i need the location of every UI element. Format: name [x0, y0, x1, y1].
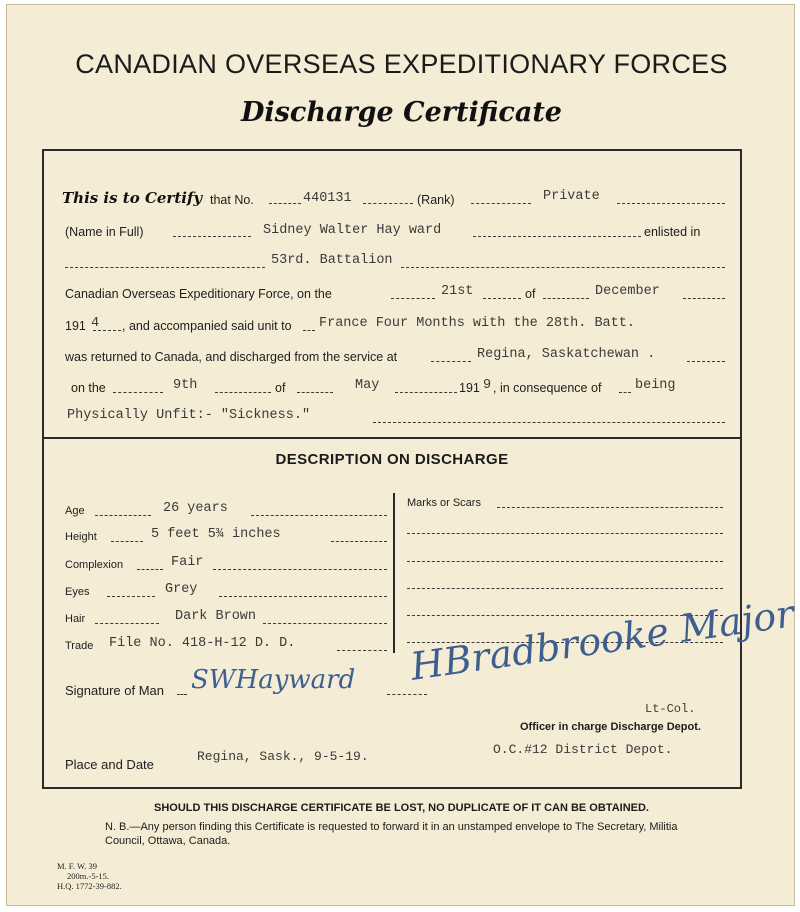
height-value: 5 feet 5¾ inches [151, 527, 281, 542]
trade-value: File No. 418-H-12 D. D. [109, 636, 296, 651]
fill-line [93, 330, 121, 331]
enlistment-month: December [595, 284, 660, 299]
man-signature-label: Signature of Man [65, 683, 165, 698]
fill-line [113, 392, 163, 393]
rank-value: Private [543, 189, 600, 204]
form-hq-ref: H.Q. 1772-39-882. [57, 881, 122, 891]
rank-label: (Rank) [417, 193, 455, 207]
fill-line [65, 267, 265, 268]
fill-line [619, 392, 631, 393]
force-label: Canadian Overseas Expeditionary Force, on the [65, 287, 332, 301]
discharge-place: Regina, Saskatchewan . [477, 347, 656, 362]
name-label: (Name in Full) [65, 225, 144, 239]
fill-line [107, 596, 155, 597]
fill-line [337, 650, 387, 651]
complexion-value: Fair [171, 555, 204, 570]
fill-line [111, 541, 143, 542]
officer-title: Officer in charge Discharge Depot. [520, 721, 701, 733]
fill-line [331, 541, 387, 542]
fill-line [473, 236, 641, 237]
finder-note: N. B.—Any person finding this Certificate is requested to forward it in an unstamped envelope to The Secretary, Militia Council, Ottawa, Canada. [105, 821, 678, 847]
fill-line [471, 203, 531, 204]
fill-line [215, 392, 271, 393]
fill-line [387, 694, 427, 695]
discharge-year-prefix: 191 [459, 381, 480, 395]
fill-line [407, 588, 723, 589]
discharge-reason-line2: Physically Unfit:- "Sickness." [67, 408, 311, 423]
fill-line [363, 203, 413, 204]
fill-line [687, 361, 725, 362]
fill-line [263, 623, 387, 624]
fill-line [137, 569, 163, 570]
fill-line [297, 392, 333, 393]
description-heading: DESCRIPTION ON DISCHARGE [275, 451, 509, 468]
trade-label: Trade [65, 640, 94, 652]
place-date-label: Place and Date [65, 757, 154, 772]
eyes-label: Eyes [65, 586, 90, 598]
discharge-reason-line1: being [635, 378, 676, 393]
certificate-title: Discharge Certificate [241, 97, 562, 128]
fill-line [269, 203, 301, 204]
number-label: that No. [210, 193, 254, 207]
fill-line [213, 569, 387, 570]
loss-warning: SHOULD THIS DISCHARGE CERTIFICATE BE LOST, NO DUPLICATE OF IT CAN BE OBTAINED. [153, 802, 649, 814]
certificate-heading: CANADIAN OVERSEAS EXPEDITIONARY FORCES [75, 49, 728, 79]
fill-line [407, 561, 723, 562]
certify-heading: This is to Certify [62, 189, 203, 207]
consequence-label: , in consequence of [493, 381, 602, 395]
column-divider [393, 493, 395, 653]
officer-rank: Lt-Col. [645, 702, 696, 716]
section-divider [42, 437, 742, 439]
fill-line [407, 533, 723, 534]
fill-line [617, 203, 725, 204]
hair-label: Hair [65, 613, 86, 625]
fill-line [95, 515, 151, 516]
form-code: M. F. W. 39 [57, 861, 97, 871]
on-the-label: on the [71, 381, 106, 395]
regimental-number: 440131 [303, 191, 352, 206]
officer-unit: O.C.#12 District Depot. [493, 742, 673, 757]
form-print-run: 200m.-5-15. [67, 871, 110, 881]
hair-value: Dark Brown [175, 609, 257, 624]
fill-line [497, 507, 723, 508]
of-label: of [525, 287, 536, 301]
returned-label: was returned to Canada, and discharged from the service at [65, 350, 398, 364]
enlistment-day: 21st [441, 284, 474, 299]
fill-line [483, 298, 521, 299]
age-label: Age [65, 505, 85, 517]
fill-line [401, 267, 725, 268]
enlistment-year-digit: 4 [91, 316, 100, 331]
fill-line [683, 298, 725, 299]
age-value: 26 years [163, 501, 228, 516]
fill-line [251, 515, 387, 516]
discharge-year-digit: 9 [483, 378, 492, 393]
fill-line [177, 694, 187, 695]
fill-line [391, 298, 435, 299]
fill-line [373, 422, 725, 423]
discharge-day: 9th [173, 378, 198, 393]
fill-line [95, 623, 159, 624]
officer-signature: HBradbrooke Major [407, 591, 797, 689]
eyes-value: Grey [165, 582, 198, 597]
full-name: Sidney Walter Hay ward [263, 223, 442, 238]
fill-line [173, 236, 251, 237]
discharge-certificate-page [6, 4, 795, 906]
of-label: of [275, 381, 286, 395]
discharge-month: May [355, 378, 380, 393]
overseas-service: France Four Months with the 28th. Batt. [319, 316, 635, 331]
man-signature: SWHayward [191, 665, 356, 695]
enlisted-label: enlisted in [644, 225, 701, 239]
fill-line [431, 361, 471, 362]
fill-line [219, 596, 387, 597]
enlistment-year-prefix: 191 [65, 319, 86, 333]
fill-line [395, 392, 457, 393]
accompanied-label: , and accompanied said unit to [122, 319, 292, 333]
place-date-value: Regina, Sask., 9-5-19. [197, 749, 369, 764]
fill-line [303, 330, 315, 331]
marks-label: Marks or Scars [407, 497, 481, 509]
fill-line [543, 298, 589, 299]
height-label: Height [65, 531, 97, 543]
complexion-label: Complexion [65, 559, 124, 571]
enlisted-unit: 53rd. Battalion [271, 253, 393, 268]
